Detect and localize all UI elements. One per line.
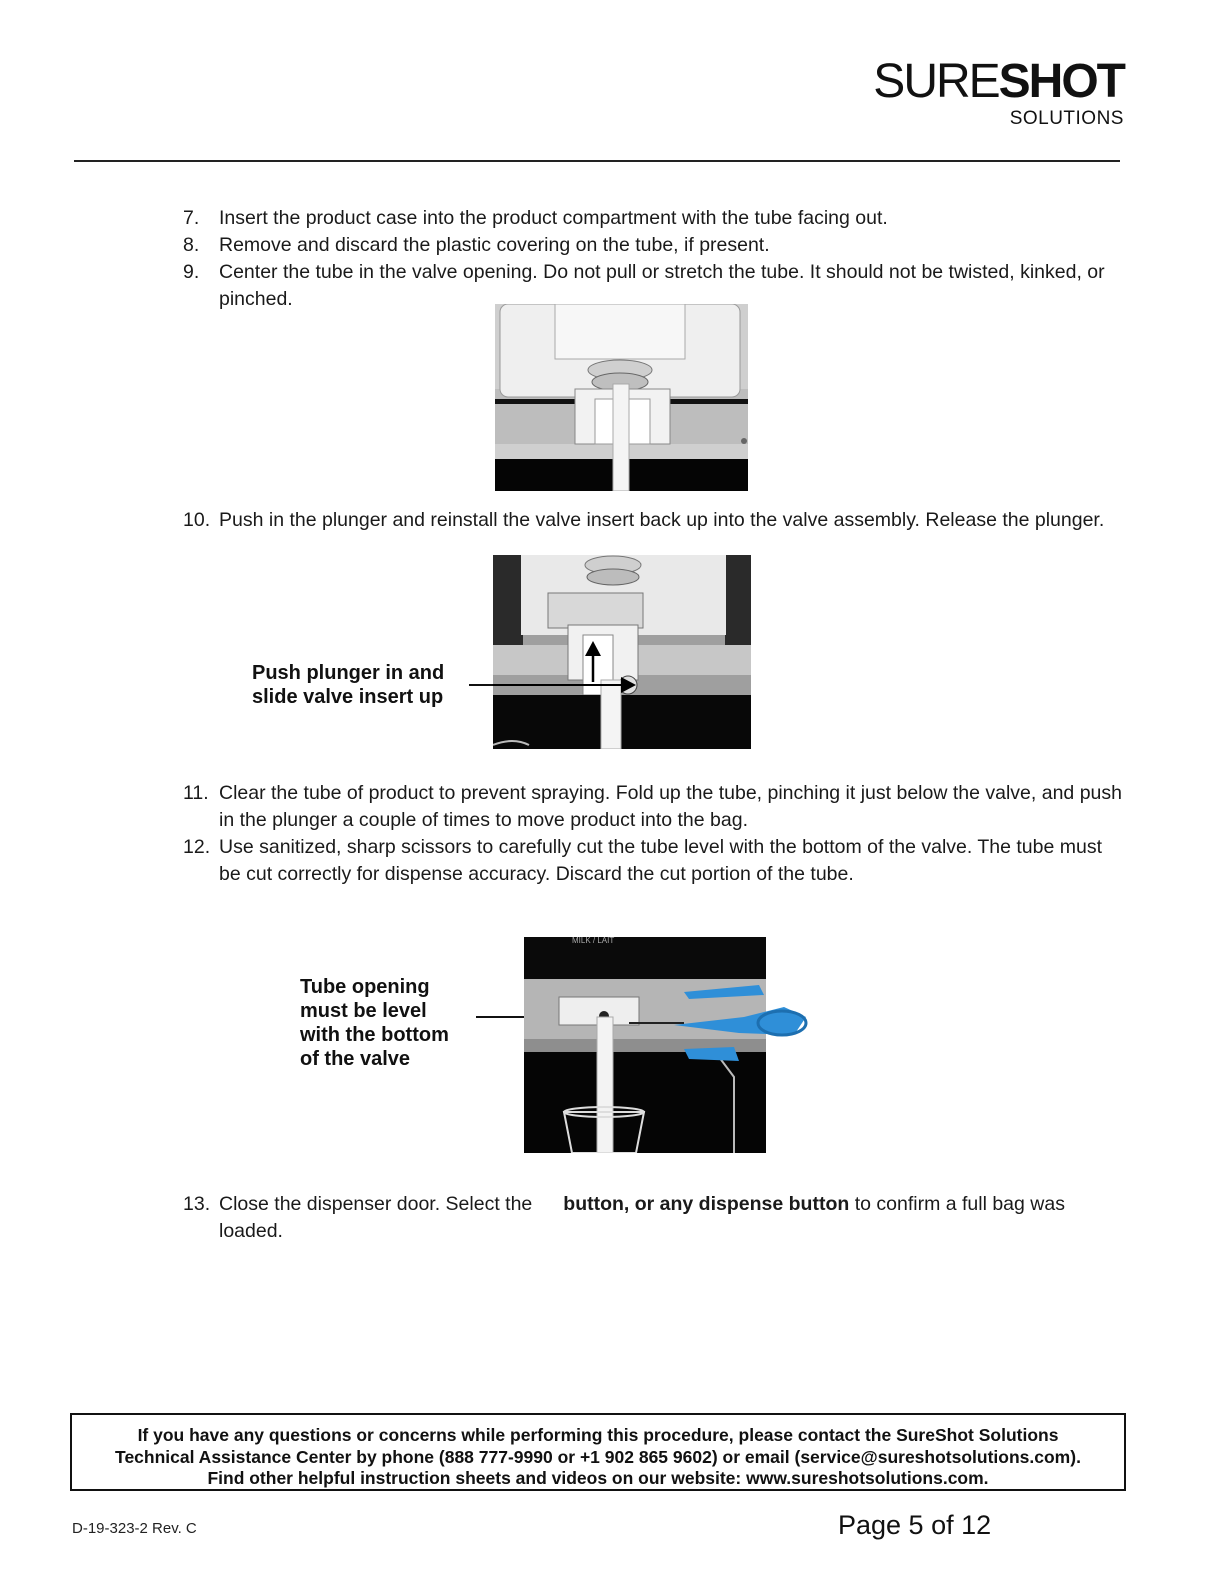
figure-cut-tube (524, 937, 808, 1153)
step-text: Center the tube in the valve opening. Do not pull or stretch the tube. It should not be twisted, kinked, or pinched. (219, 261, 1105, 310)
step-number: 7. (183, 207, 200, 229)
dispenser-label: MILK / LAIT (572, 937, 615, 945)
step-11 (183, 780, 1138, 834)
plunger-illustration (493, 555, 751, 749)
document-id: D-19-323-2 Rev. C (72, 1520, 197, 1537)
scissors-illustration (524, 937, 808, 1153)
step-13-text-after: to confirm a full bag was loaded. (219, 1193, 1065, 1242)
callout-line: must be level (300, 1000, 427, 1022)
contact-line: Technical Assistance Center by phone (888 777-9990 or +1 902 865 9602) or email (service@sureshotsolutions.com). (115, 1446, 1081, 1467)
callout-line: of the valve (300, 1048, 411, 1070)
figure-push-plunger (493, 555, 751, 749)
step-number: 8. (183, 234, 200, 256)
step-13-bold: button, or any dispense button (563, 1193, 850, 1215)
contact-line: If you have any questions or concerns while performing this procedure, please contact the SureShot Solutions (137, 1425, 1059, 1445)
step-number: 12. (183, 836, 211, 858)
step-number: 13. (183, 1193, 211, 1215)
logo-wordmark (873, 55, 1124, 108)
step-text: Push in the plunger and reinstall the valve insert back up into the valve assembly. Release the plunger. (219, 509, 1105, 531)
callout-pointer-line (469, 684, 493, 686)
callout-line: Tube opening (300, 976, 430, 998)
step-number: 11. (183, 782, 209, 804)
sureshot-logo (873, 55, 1124, 130)
step-text: Insert the product case into the product compartment with the tube facing out. (219, 207, 888, 229)
step-number: 10. (183, 509, 211, 531)
logo-subtitle: SOLUTIONS (1009, 108, 1124, 129)
callout-line: with the bottom (300, 1024, 449, 1046)
step-text: Remove and discard the plastic covering on the tube, if present. (219, 234, 770, 256)
valve-illustration (495, 304, 748, 491)
logo-bold-text: SHOT (998, 55, 1124, 108)
step-8 (183, 232, 1143, 259)
step-number: 9. (183, 261, 200, 283)
step-13 (183, 1191, 1123, 1245)
callout-line: Push plunger in and (252, 662, 445, 684)
step-12 (183, 834, 1123, 888)
step-text: Use sanitized, sharp scissors to carefully cut the tube level with the bottom of the valve. The tube must be cut correctly for dispense accuracy. Discard the cut portion of the tube. (219, 836, 1102, 885)
step-13-text-before: Close the dispenser door. Select the (219, 1193, 533, 1215)
figure-tube-in-valve (495, 304, 748, 491)
logo-light-text: SURE (873, 55, 999, 108)
contact-info-box (70, 1413, 1126, 1491)
callout-tube-level (300, 975, 449, 1071)
page-number: Page 5 of 12 (838, 1510, 992, 1540)
step-text: Clear the tube of product to prevent spraying. Fold up the tube, pinching it just below the valve, and push in the plunger a couple of times to move product into the bag. (219, 782, 1122, 831)
step-10 (183, 507, 1143, 534)
header-divider (74, 160, 1120, 162)
contact-line: Find other helpful instruction sheets and videos on our website: www.sureshotsolutions.com. (207, 1468, 989, 1488)
step-7 (183, 205, 1143, 232)
callout-line: slide valve insert up (252, 686, 444, 708)
step-text (219, 1191, 1123, 1245)
callout-push-plunger (252, 661, 444, 709)
